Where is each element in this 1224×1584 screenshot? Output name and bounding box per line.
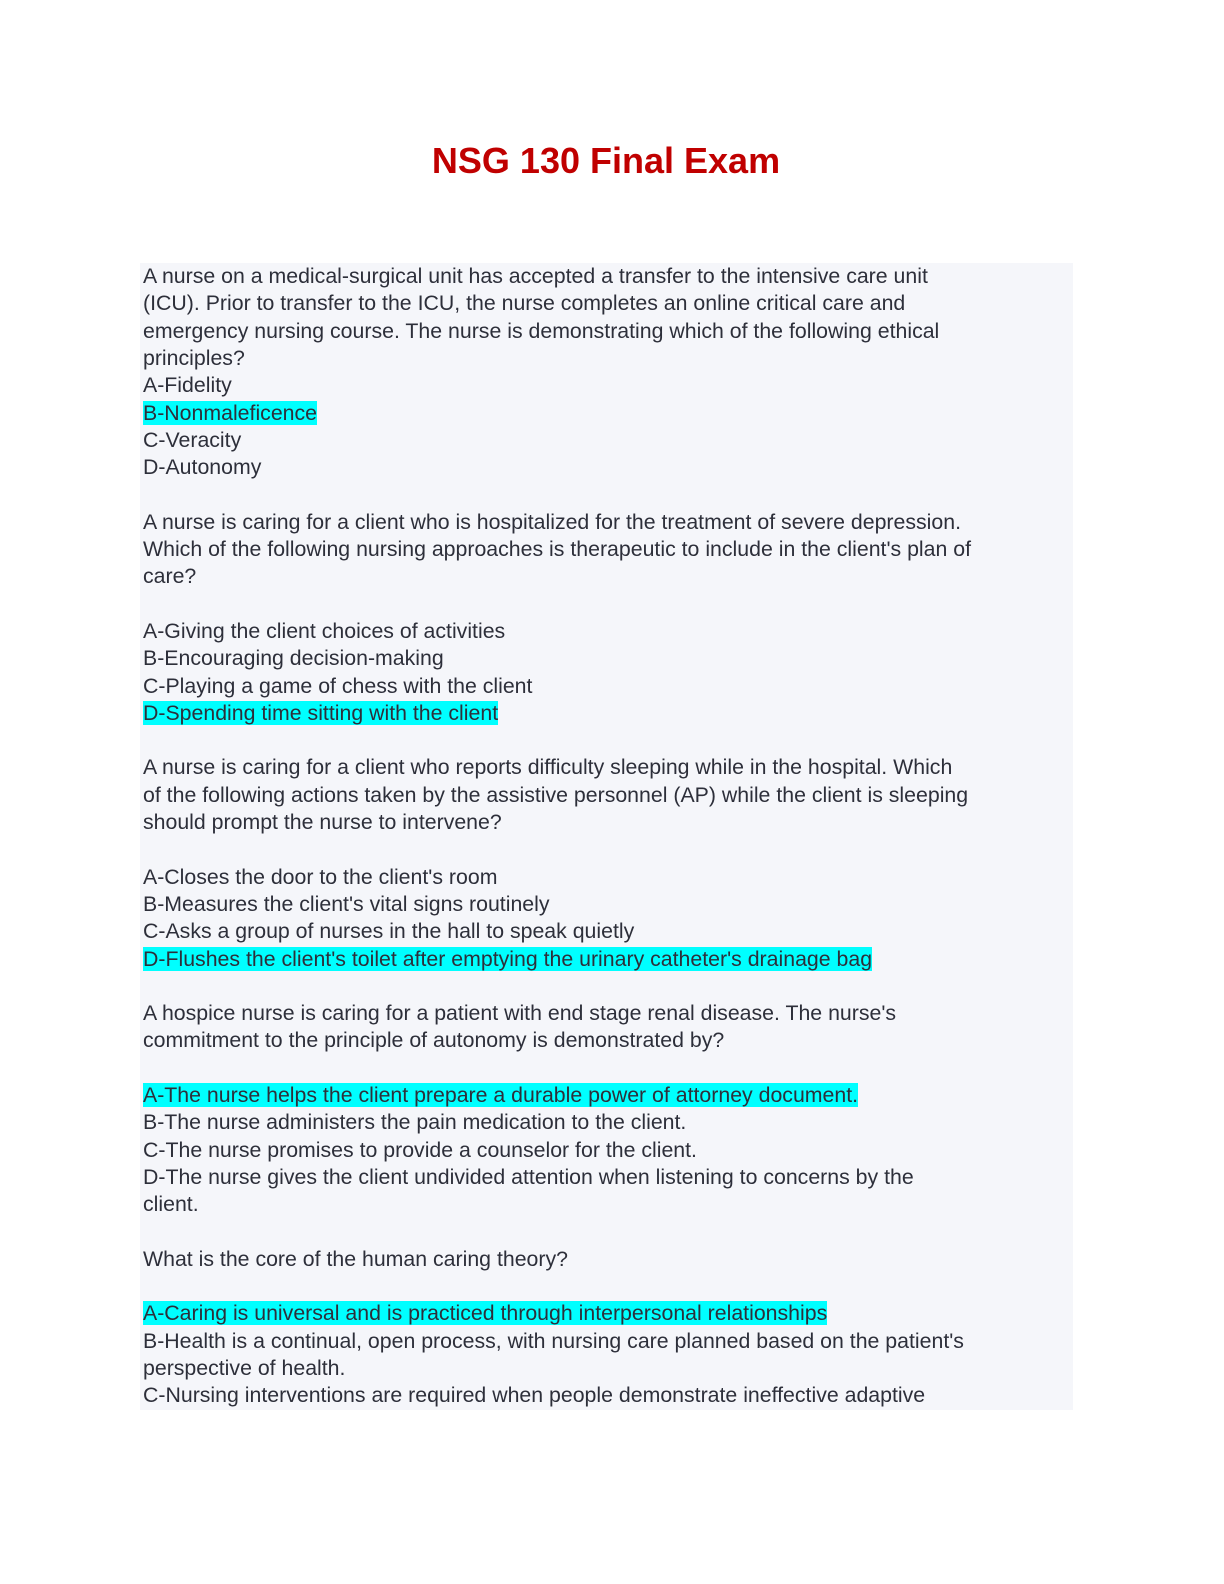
line-text: principles? [143, 345, 245, 370]
text-line [143, 345, 245, 372]
line-text: B-Measures the client's vital signs routinely [143, 891, 550, 916]
text-line [143, 1382, 925, 1409]
line-text: client. [143, 1192, 199, 1217]
line-text: Which of the following nursing approaches is therapeutic to include in the client's plan of [143, 537, 972, 561]
text-line [143, 618, 505, 645]
highlighted-answer: B-Nonmaleficence [143, 400, 318, 425]
text-line [143, 1000, 896, 1027]
highlighted-answer: D-Flushes the client's toilet after emptying the urinary catheter's drainage bag [143, 946, 873, 971]
line-text: A-Giving the client choices of activities [143, 618, 506, 643]
correct-answer-line [143, 946, 872, 973]
text-line [143, 1355, 345, 1382]
line-text: B-Health is a continual, open process, with nursing care planned based on the patient's [143, 1328, 964, 1353]
text-line [143, 809, 502, 836]
line-text: C-Playing a game of chess with the client [143, 673, 533, 698]
line-text: care? [143, 564, 197, 589]
line-text: B-The nurse administers the pain medication to the client. [143, 1110, 687, 1135]
text-line [143, 754, 952, 781]
text-line [143, 318, 939, 345]
line-text: A nurse is caring for a client who reports difficulty sleeping while in the hospital. Which [143, 755, 953, 780]
text-line [143, 509, 961, 536]
text-line [143, 782, 968, 809]
line-text: should prompt the nurse to intervene? [143, 810, 502, 834]
text-line [143, 673, 532, 700]
line-text: C-Veracity [143, 427, 242, 452]
text-line [143, 864, 497, 891]
line-text: A-Fidelity [143, 373, 232, 398]
line-text: What is the core of the human caring theory? [143, 1246, 568, 1271]
exam-questions-panel [140, 263, 1073, 1410]
text-line [143, 1137, 697, 1164]
text-line [143, 1246, 568, 1273]
highlighted-answer: D-Spending time sitting with the client [143, 700, 499, 725]
line-text: C-Nursing interventions are required when people demonstrate ineffective adaptive [143, 1383, 926, 1408]
text-line [143, 563, 196, 590]
text-line [143, 1191, 199, 1218]
line-text: A nurse on a medical-surgical unit has accepted a transfer to the intensive care unit [143, 264, 928, 288]
text-line [143, 1027, 724, 1054]
line-text: C-The nurse promises to provide a counselor for the client. [143, 1137, 697, 1162]
line-text: (ICU). Prior to transfer to the ICU, the nurse completes an online critical care and [143, 291, 906, 316]
text-line [143, 645, 444, 672]
highlighted-answer: A-The nurse helps the client prepare a durable power of attorney document. [143, 1083, 859, 1107]
line-text: perspective of health. [143, 1356, 346, 1380]
text-line [143, 290, 905, 317]
line-text: D-The nurse gives the client undivided attention when listening to concerns by the [143, 1164, 914, 1189]
correct-answer-line [143, 1082, 858, 1109]
correct-answer-line [143, 400, 317, 427]
line-text: C-Asks a group of nurses in the hall to speak quietly [143, 919, 635, 944]
line-text: of the following actions taken by the assistive personnel (AP) while the client is sleeping [143, 782, 969, 807]
text-line [143, 1164, 914, 1191]
highlighted-answer: A-Caring is universal and is practiced through interpersonal relationships [143, 1301, 828, 1326]
text-line [143, 1328, 964, 1355]
text-line [143, 427, 241, 454]
text-line [143, 891, 550, 918]
text-line [143, 263, 928, 290]
line-text: B-Encouraging decision-making [143, 646, 444, 671]
line-text: A hospice nurse is caring for a patient with end stage renal disease. The nurse's [143, 1001, 897, 1026]
text-line [143, 1109, 686, 1136]
line-text: D-Autonomy [143, 455, 262, 480]
correct-answer-line [143, 700, 498, 727]
correct-answer-line [143, 1300, 827, 1327]
document-title: NSG 130 Final Exam [431, 140, 781, 181]
line-text: commitment to the principle of autonomy is demonstrated by? [143, 1028, 725, 1053]
text-line [143, 454, 261, 481]
line-text: emergency nursing course. The nurse is demonstrating which of the following ethical [143, 318, 940, 343]
text-line [143, 372, 232, 399]
text-line [143, 918, 634, 945]
text-line [143, 536, 971, 563]
line-text: A-Closes the door to the client's room [143, 864, 498, 889]
line-text: A nurse is caring for a client who is hospitalized for the treatment of severe depression. [143, 509, 961, 534]
